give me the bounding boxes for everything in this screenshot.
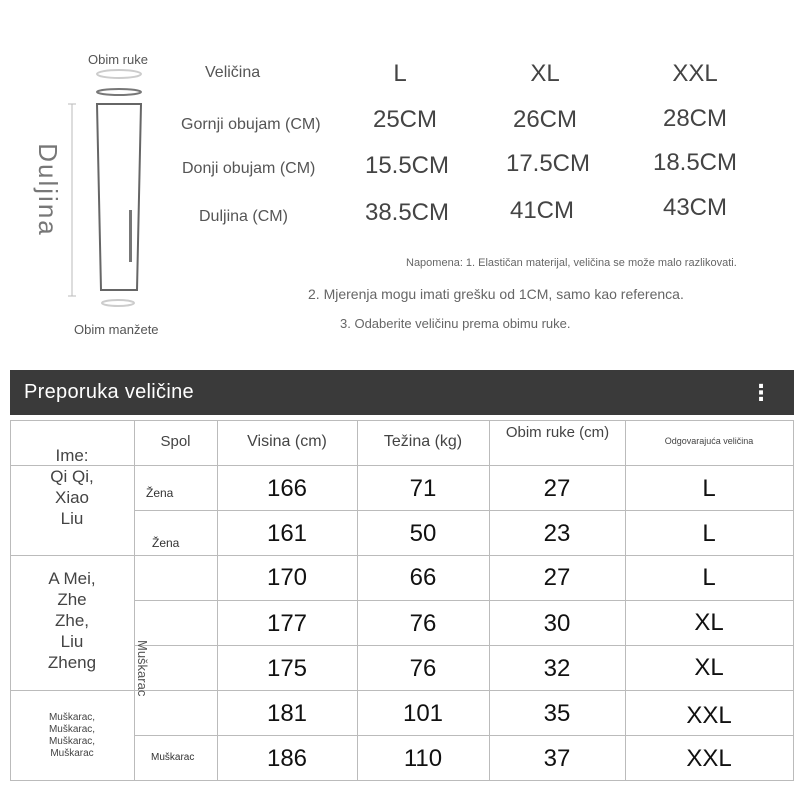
- weight-cell: 71: [409, 475, 437, 502]
- arm-cell: 32: [543, 655, 571, 682]
- col-arm-header: Obim ruke (cm): [505, 424, 610, 441]
- weight-cell: 101: [402, 700, 444, 727]
- recommendation-header: [10, 370, 794, 415]
- height-cell: 181: [266, 700, 308, 727]
- upper-xxl: 28CM: [662, 105, 728, 132]
- arm-circumference-label: Obim ruke: [88, 52, 148, 67]
- size-header-label: Veličina: [205, 64, 261, 81]
- lower-xxl: 18.5CM: [652, 149, 738, 176]
- arm-cell: 30: [543, 610, 571, 637]
- arm-cell: 37: [543, 745, 571, 772]
- lower-circumference-label: Donji obujam (CM): [182, 160, 316, 177]
- length-row-label: Duljina (CM): [199, 208, 288, 225]
- note-3: 3. Odaberite veličinu prema obimu ruke.: [340, 316, 571, 331]
- size-xl: XL: [530, 60, 560, 87]
- weight-cell: 76: [409, 610, 437, 637]
- recommendation-title: Preporuka veličine: [24, 381, 194, 403]
- weight-cell: 110: [403, 745, 443, 772]
- arm-cell: 23: [543, 520, 571, 547]
- gender-female-2: Žena: [152, 536, 180, 550]
- gender-male-vertical: Muškarac: [135, 640, 150, 697]
- names-group-1: Qi Qi, Xiao Liu: [50, 467, 94, 528]
- upper-circumference-label: Gornji obujam (CM): [181, 116, 321, 133]
- col-name-header: Ime:: [55, 446, 89, 465]
- arm-cell: 27: [543, 564, 571, 591]
- height-cell: 166: [266, 475, 308, 502]
- names-group-2: A Mei, Zhe Zhe, Liu Zheng: [47, 569, 97, 672]
- length-label: Duljina: [33, 143, 64, 237]
- lower-xl: 17.5CM: [505, 150, 591, 177]
- arm-cell: 35: [543, 700, 571, 727]
- size-cell: L: [702, 564, 716, 591]
- height-cell: 161: [266, 520, 308, 547]
- size-cell: L: [702, 475, 716, 502]
- weight-cell: 76: [409, 655, 437, 682]
- length-xl: 41CM: [509, 197, 575, 224]
- recommendation-table: [10, 420, 794, 782]
- weight-cell: 50: [409, 520, 437, 547]
- height-cell: 175: [266, 655, 308, 682]
- arm-cell: 27: [543, 475, 571, 502]
- height-cell: 177: [266, 610, 308, 637]
- cuff-circumference-label: Obim manžete: [74, 322, 159, 337]
- note-2: 2. Mjerenja mogu imati grešku od 1CM, samo kao referenca.: [308, 286, 684, 302]
- size-cell: L: [702, 520, 716, 547]
- height-cell: 170: [266, 564, 308, 591]
- col-weight-header: Težina (kg): [383, 433, 463, 450]
- length-l: 38.5CM: [364, 199, 450, 226]
- names-group-3: Muškarac, Muškarac, Muškarac, Muškarac: [48, 712, 96, 759]
- size-xxl: XXL: [672, 60, 718, 87]
- gender-female-1: Žena: [146, 486, 174, 500]
- size-l: L: [393, 60, 407, 87]
- weight-cell: 66: [409, 564, 437, 591]
- upper-xl: 26CM: [512, 106, 578, 133]
- size-cell: XL: [694, 654, 724, 681]
- more-options-icon[interactable]: ⋮: [750, 379, 772, 405]
- gender-male-last: Muškarac: [151, 752, 195, 763]
- col-height-header: Visina (cm): [247, 433, 327, 450]
- size-cell: XXL: [686, 745, 732, 772]
- height-cell: 186: [266, 745, 308, 772]
- col-size-header: Odgovarajuća veličina: [664, 436, 754, 446]
- note-1: Napomena: 1. Elastičan materijal, veličina se može malo razlikovati.: [406, 257, 737, 269]
- length-xxl: 43CM: [662, 194, 728, 221]
- col-gender-header: Spol: [160, 433, 191, 450]
- lower-l: 15.5CM: [364, 152, 450, 179]
- size-cell: XL: [694, 609, 724, 636]
- size-cell: XXL: [686, 702, 732, 729]
- upper-l: 25CM: [372, 106, 438, 133]
- sleeve-diagram: [60, 60, 170, 320]
